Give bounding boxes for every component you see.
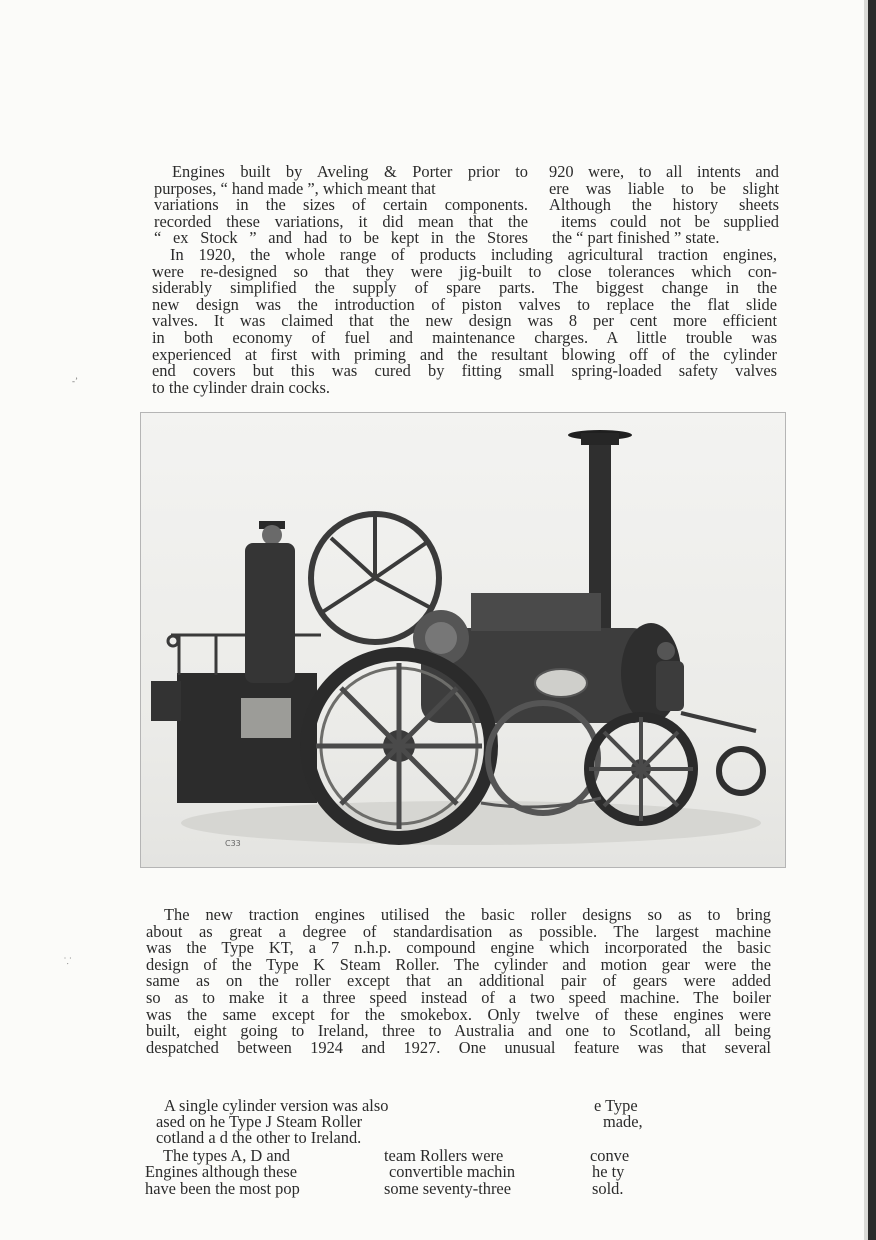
- text-fragment: conve: [590, 1146, 630, 1165]
- text-line: ere was liable to be slight: [549, 178, 779, 198]
- top-left-column: [154, 164, 528, 247]
- text-line: was the Type KT, a 7 n.h.p. compound engine which incorporated the basic: [146, 938, 771, 958]
- text-line: was the same except for the smokebox. Only twelve of these engines were: [146, 1004, 771, 1024]
- text-line: The new traction engines utilised the basic roller designs so as to bring: [164, 905, 771, 924]
- top-right-column: [549, 164, 779, 247]
- text-line: despatched between 1924 and 1927. One unusual feature was that several: [146, 1037, 771, 1057]
- text-fragment: The types A, D and: [163, 1146, 291, 1165]
- text-fragment: team Rollers were: [384, 1146, 504, 1165]
- traction-engine-illustration: [141, 413, 785, 867]
- text-line: purposes, “ hand made ”, which meant that: [154, 178, 436, 198]
- text-line: about as great a degree of standardisation as possible. The largest machine: [146, 921, 771, 941]
- plate-number: C33: [225, 839, 241, 848]
- text-line: variations in the sizes of certain components.: [154, 195, 528, 215]
- page-edge: [868, 0, 876, 1240]
- text-fragment: he ty: [592, 1162, 625, 1181]
- text-fragment: Engines although these: [145, 1162, 298, 1181]
- text-line: Although the history sheets: [549, 195, 779, 215]
- text-line: In 1920, the whole range of products including agricultural traction engines,: [170, 245, 777, 264]
- text-fragment: some seventy-three: [384, 1179, 511, 1198]
- text-line: siderably simplified the supply of spare parts. The biggest change in the: [152, 278, 777, 298]
- text-line: valves. It was claimed that the new design was 8 per cent more efficient: [152, 311, 777, 331]
- text-line: design of the Type K Steam Roller. The cylinder and motion gear were the: [146, 954, 771, 974]
- text-line: so as to make it a three speed instead of a two speed machine. The boiler: [146, 987, 771, 1007]
- text-line: items could not be supplied: [561, 211, 779, 231]
- margin-mark: -’: [72, 376, 78, 386]
- text-line: to the cylinder drain cocks.: [152, 377, 330, 397]
- paragraph-new-traction-engines: [146, 907, 771, 1056]
- text-fragment: made,: [603, 1112, 643, 1131]
- text-line: Engines built by Aveling & Porter prior to: [172, 162, 528, 181]
- text-line: end covers but this was cured by fitting small spring-loaded safety valves: [152, 361, 777, 381]
- text-fragment: have been the most pop: [145, 1179, 300, 1198]
- text-line: new design was the introduction of piston valves to replace the flat slide: [152, 294, 777, 314]
- text-fragment: e Type: [594, 1096, 638, 1115]
- paragraph-1920: [152, 247, 777, 396]
- text-fragment: ased on he Type J Steam Roller: [156, 1112, 363, 1131]
- text-line: recorded these variations, it did mean that the: [154, 211, 528, 231]
- text-line: built, eight going to Ireland, three to Australia and one to Scotland, all being: [146, 1021, 771, 1041]
- traction-engine-photo: [140, 412, 786, 868]
- text-fragment: sold.: [592, 1179, 624, 1198]
- text-fragment: A single cylinder version was also: [164, 1096, 389, 1115]
- margin-mark: ⸪: [64, 956, 72, 966]
- text-fragment: cotland a d the other to Ireland.: [156, 1128, 362, 1147]
- text-line: “ ex Stock ” and had to be kept in the Stores: [154, 228, 528, 248]
- text-line: in both economy of fuel and maintenance charges. A little trouble was: [152, 327, 777, 347]
- text-fragment: convertible machin: [389, 1162, 516, 1181]
- text-line: same as on the roller except that an additional pair of gears were added: [146, 971, 771, 991]
- text-line: were re-designed so that they were jig-built to close tolerances which con-: [152, 261, 777, 281]
- text-line: experienced at first with priming and the resultant blowing off of the cylinder: [152, 344, 777, 364]
- text-line: the “ part finished ” state.: [552, 228, 720, 248]
- text-line: 920 were, to all intents and: [549, 162, 779, 181]
